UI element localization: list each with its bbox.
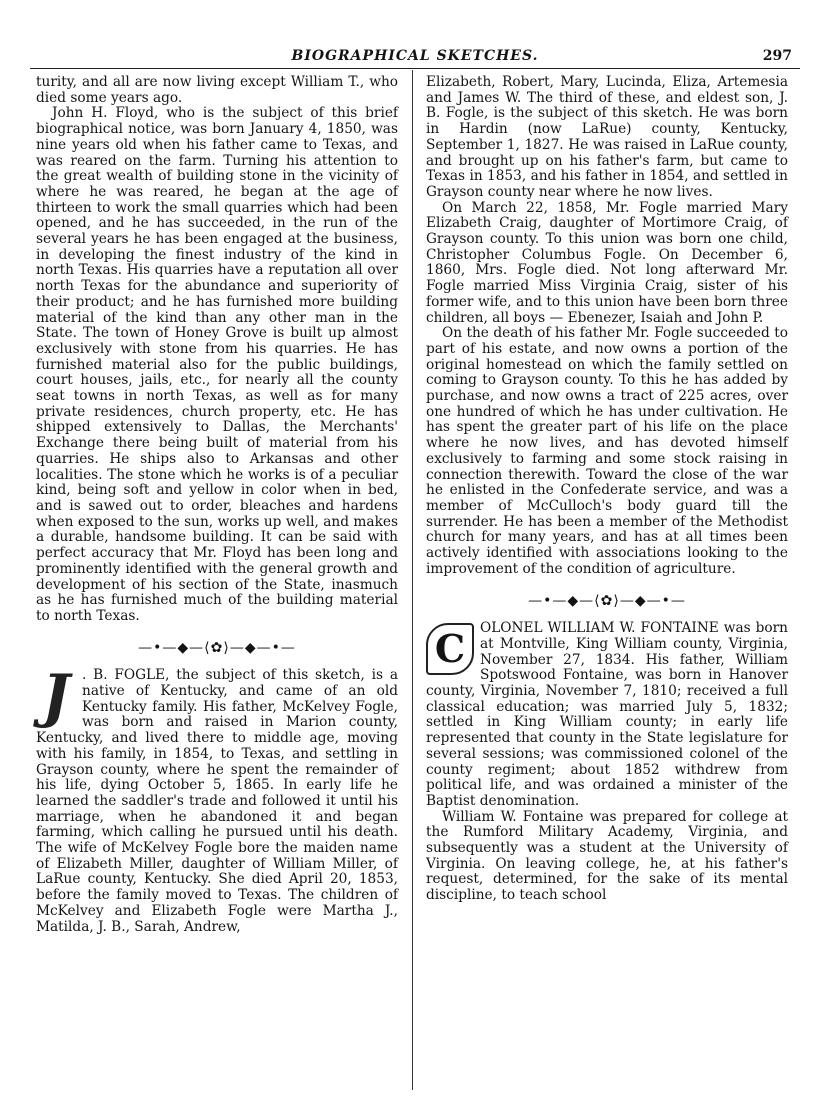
drop-cap-c: C xyxy=(426,623,474,675)
running-title: BIOGRAPHICAL SKETCHES. xyxy=(291,48,539,64)
paragraph xyxy=(36,662,398,935)
section-ornament: —•—◆—⟨✿⟩—◆—•— xyxy=(528,592,686,609)
header-rule xyxy=(30,68,800,69)
fogle-sketch-text: . B. FOGLE, the subject of this sketch, is a native of Kentucky, and came of an old Kentucky family. His father, McKelvey Fogle, was born and raised in Marion county, Kentucky, and lived there to middle age, moving with his family, in 1854, to Texas, and settling in Grayson county, where he spent the remainder of his life, dying October 5, 1865. In early life he learned the saddler's trade and followed it until his marriage, when he abandoned it and began farming, which calling he pursued until his death. The wife of McKelvey Fogle bore the maiden name of Elizabeth Miller, daughter of William Miller, of LaRue county, Kentucky. She died April 20, 1853, before the family moved to Texas. The children of McKelvey and Elizabeth Fogle were Martha J., Matilda, J. B., Sarah, Andrew, xyxy=(36,667,398,935)
page-number: 297 xyxy=(762,48,792,64)
paragraph: On March 22, 1858, Mr. Fogle married Mary Elizabeth Craig, daughter of Mortimore Craig, of Grayson county. To this union was born one child, Christopher Columbus Fogle. On December 6, 1860, Mrs. Fogle died. Not long afterward Mr. Fogle married Miss Virginia Craig, sister of his former wife, and to this union have been born three children, all boys — Ebenezer, Isaiah and John P. xyxy=(426,199,788,326)
paragraph: John H. Floyd, who is the subject of this brief biographical notice, was born January 4, 1850, was nine years old when his father came to Texas, and was reared on the farm. Turning his attention to the great wealth of building stone in the vicinity of where he was reared, he began at the age of thirteen to work the small quarries which had been opened, and he has succeeded, in the run of the several years he has been engaged at the business, in developing the finest industry of the kind in north Texas. His quarries have a reputation all over north Texas for the abundance and superiority of their product; and he has furnished more building material of the kind than any other man in the State. The town of Honey Grove is built up almost exclusively with stone from his quarries. He has furnished material also for the public buildings, court houses, jails, etc., for nearly all the county seat towns in north Texas, as well as for many private residences, church property, etc. He has shipped extensively to Dallas, the Merchants' Exchange there being built of material from his quarries. He ships also to Arkansas and other localities. The stone which he works is of a peculiar kind, being soft and yellow in color when in bed, and is sawed out to order, bleaches and hardens when exposed to the sun, works up well, and makes a durable, handsome building. It can be said with perfect accuracy that Mr. Floyd has been long and prominently identified with the general growth and development of his section of the State, inasmuch as he has furnished much of the building material to north Texas. xyxy=(36,105,398,624)
right-column xyxy=(426,75,788,904)
column-divider xyxy=(412,70,413,1090)
paragraph xyxy=(426,621,788,809)
drop-cap-j: J xyxy=(42,662,70,731)
paragraph: Elizabeth, Robert, Mary, Lucinda, Eliza, Artemesia and James W. The third of these, and eldest son, J. B. Fogle, is the subject of this sketch. He was born in Hardin (now LaRue) county, Kentucky, September 1, 1827. He was raised in LaRue county, and brought up on his father's farm, but came to Texas in 1853, and his father in 1854, and settled in Grayson county near where he now lives. xyxy=(426,74,788,200)
paragraph: turity, and all are now living except William T., who died some years ago. xyxy=(36,74,398,106)
left-column xyxy=(36,75,398,935)
paragraph: On the death of his father Mr. Fogle succeeded to part of his estate, and now owns a portion of the original homestead on which the family settled on coming to Grayson county. To this he has added by purchase, and now owns a tract of 225 acres, over one hundred of which he has under cultivation. He has spent the greater part of his life on the place where he now lives, and has devoted himself exclusively to farming and some stock raising in connection therewith. Toward the close of the war he enlisted in the Confederate service, and was a member of McCulloch's body guard till the surrender. He has been a member of the Methodist church for many years, and has at all times been actively identified with associations looking to the improvement of the condition of agriculture. xyxy=(426,325,788,577)
paragraph: William W. Fontaine was prepared for college at the Rumford Military Academy, Virginia, and subsequently was a student at the University of Virginia. On leaving college, he, at his father's request, determined, for the sake of its mental discipline, to teach school xyxy=(426,808,788,904)
section-ornament: —•—◆—⟨✿⟩—◆—•— xyxy=(138,639,296,656)
page-header xyxy=(30,44,800,70)
fontaine-sketch-text: OLONEL WILLIAM W. FONTAINE was born at Montville, King William county, Virginia, November 27, 1834. His father, William Spotswood Fontaine, was born in Hanover county, Virginia, November 7, 1810; received a full classical education; was married July 5, 1832; settled in King William county; in early life represented that county in the State legislature for several sessions; was commissioned colonel of the county regiment; about 1852 withdrew from political life, and was ordained a minister of the Baptist denomination. xyxy=(426,620,788,809)
